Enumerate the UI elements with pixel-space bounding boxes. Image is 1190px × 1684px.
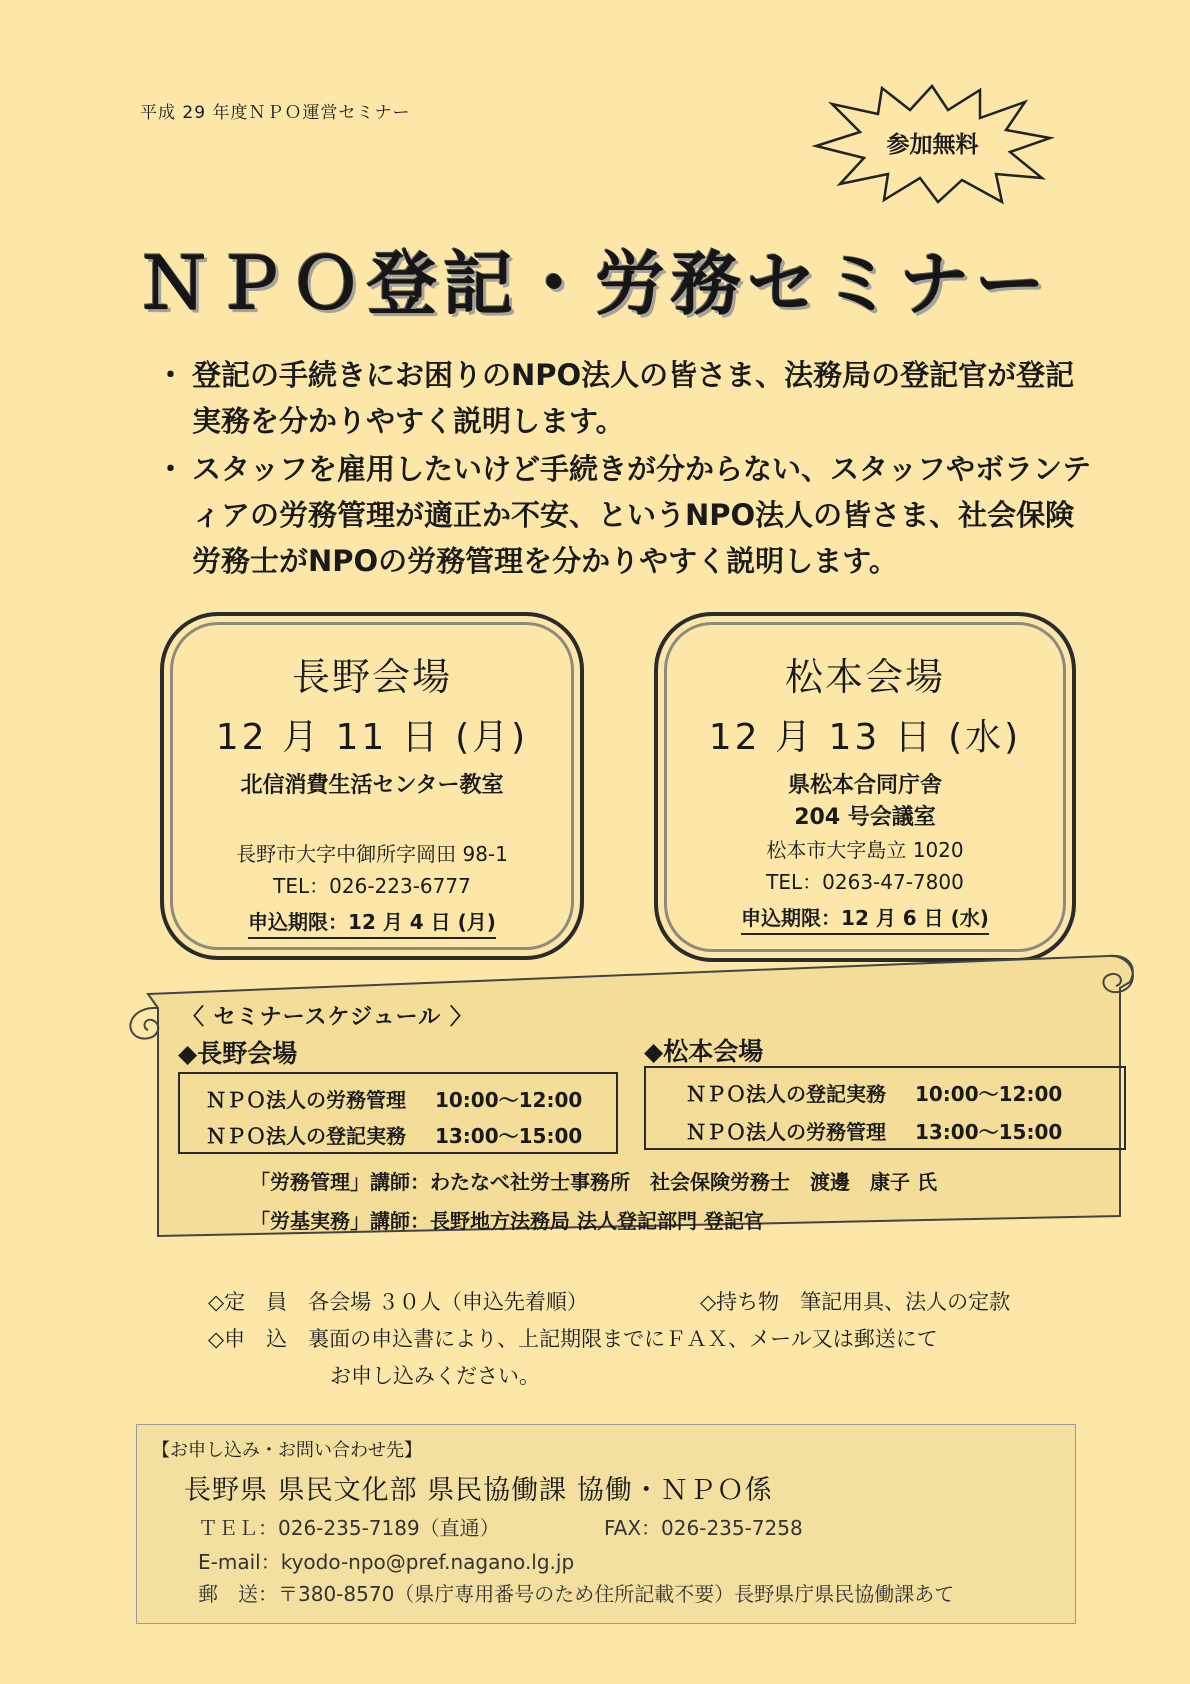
contact-post: 郵 送：〒380-8570（県庁専用番号のため住所記載不要）長野県庁県民協働課あて (198, 1582, 955, 1606)
venue-tel: TEL：026-223-6777 (273, 874, 471, 898)
bullet-text: 登記の手続きにお困りのNPO法人の皆さま、法務局の登記官が登記実務を分かりやすく説明します。 (192, 358, 1075, 438)
session-topic: ＮＰＯ法人の労務管理 (686, 1120, 886, 1144)
venue-name: 長野会場 (291, 655, 452, 699)
venue-tel: TEL：0263-47-7800 (766, 870, 964, 894)
venue-card-matsumoto (654, 612, 1076, 962)
contact-tel: ＴＥＬ：026-235-7189（直通） (198, 1516, 500, 1540)
description-bullet-2 (156, 446, 1092, 584)
schedule-heading-matsumoto: ◆松本会場 (644, 1037, 764, 1066)
contact-department: 長野県 県民文化部 県民協働課 協働・ＮＰＯ係 (184, 1475, 773, 1506)
contact-fax: FAX：026-235-7258 (604, 1516, 803, 1540)
free-admission-badge: 参加無料 (886, 132, 979, 158)
venue-deadline: 申込期限：12 月 4 日 (月) (248, 906, 496, 939)
header-note: 平成 29 年度ＮＰＯ運営セミナー (140, 103, 411, 123)
lecturer-labor: 「労務管理」講師：わたなべ社労士事務所 社会保険労務士 渡邊 康子 氏 (250, 1170, 937, 1194)
table-row (206, 1084, 582, 1113)
description-bullet-1 (156, 352, 1092, 444)
venue-room-number: 204 号会議室 (794, 805, 936, 830)
session-time: 13:00～15:00 (914, 1120, 1063, 1144)
contact-heading: 【お申し込み・お問い合わせ先】 (152, 1440, 422, 1461)
capacity-info: ◇定 員 各会場 ３０人（申込先着順） (208, 1290, 588, 1314)
session-time: 10:00～12:00 (434, 1088, 583, 1112)
schedule-table-matsumoto (644, 1066, 1126, 1150)
venue-deadline: 申込期限：12 月 6 日 (水) (741, 902, 989, 935)
venue-card-nagano (160, 612, 584, 960)
session-time: 13:00～15:00 (434, 1124, 583, 1148)
table-row (686, 1116, 1062, 1145)
belongings-info: ◇持ち物 筆記用具、法人の定款 (700, 1290, 1011, 1314)
bullet-mark: ・ (156, 358, 186, 392)
application-info-cont: お申し込みください。 (330, 1364, 540, 1388)
venue-date: 12 月 11 日 (月) (215, 717, 529, 758)
page-title: ＮＰＯ登記・労務セミナー (139, 243, 1051, 325)
lecturer-registration: 「労基実務」講師：長野地方法務局 法人登記部門 登記官 (250, 1209, 764, 1233)
bullet-text: スタッフを雇用したいけど手続きが分からない、スタッフやボランティアの労務管理が適正か不安、というNPO法人の皆さま、社会保険労務士がNPOの労務管理を分かりやすく説明します。 (192, 452, 1092, 578)
venue-name: 松本会場 (784, 655, 945, 699)
venue-date: 12 月 13 日 (水) (708, 717, 1022, 758)
session-time: 10:00～12:00 (914, 1082, 1063, 1106)
venue-room: 県松本合同庁舎 (787, 773, 942, 798)
contact-email[interactable]: E-mail：kyodo-npo@pref.nagano.lg.jp (198, 1550, 575, 1574)
venue-address: 長野市大字中御所字岡田 98-1 (236, 842, 508, 866)
venue-address: 松本市大字島立 1020 (766, 838, 964, 862)
session-topic: ＮＰＯ法人の登記実務 (686, 1082, 886, 1106)
schedule-heading-nagano: ◆長野会場 (178, 1039, 298, 1068)
application-info: ◇申 込 裏面の申込書により、上記期限までにＦＡＸ、メール又は郵送にて (208, 1327, 938, 1351)
table-row (206, 1120, 582, 1149)
schedule-table-nagano (178, 1072, 618, 1154)
session-topic: ＮＰＯ法人の労務管理 (206, 1088, 406, 1112)
session-topic: ＮＰＯ法人の登記実務 (206, 1124, 406, 1148)
table-row (686, 1078, 1062, 1107)
bullet-mark: ・ (156, 452, 186, 486)
venue-room: 北信消費生活センター教室 (240, 773, 504, 798)
schedule-title: 〈 セミナースケジュール 〉 (182, 1005, 473, 1030)
